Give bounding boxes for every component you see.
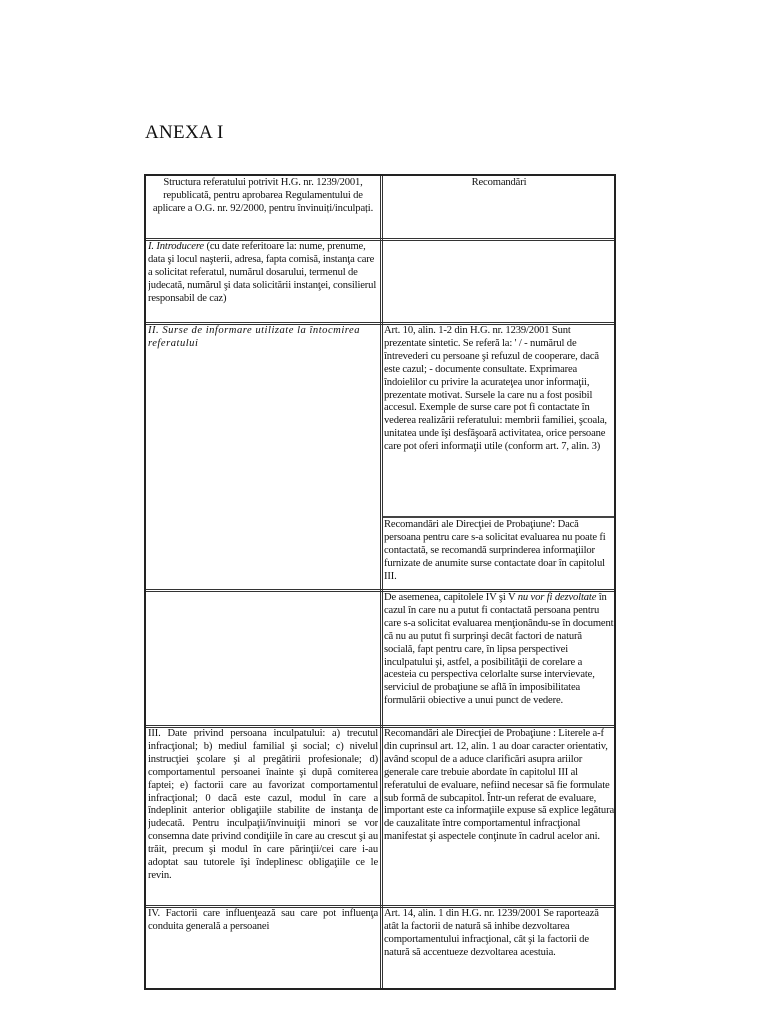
surse-recommendation-text: Art. 10, alin. 1-2 din H.G. nr. 1239/2001 Sunt prezentate sintetic. Se referă la: ' / - numărul de întrevederi cu persoane şi refuzul de cooperare, dacă este cazul; - documente consultate. Exprimarea îndoielilor cu privire la acurateţea unor informaţii, prezentate motivat. Sursele la care nu a fost posibil accesul. Exemple de surse care pot fi contactate în vederea realizării referatului: membrii familiei, şcoala, unitatea unde îşi desfăşoară activitatea, orice persoane care pot oferi informaţii utile (conform art. 7, alin. 3) bbox=[384, 325, 607, 453]
section-date-persoana-cell bbox=[148, 728, 378, 904]
chapters-note-pre: De asemenea, capitolele IV şi V bbox=[384, 592, 518, 603]
date-persoana-recommendation-text: Recomandări ale Direcţiei de Probaţiune : Literele a-f din cuprinsul art. 12, alin. 1 au doar caracter orientativ, având scopul de a aduce clarificări asupra ariilor generale care trebuie abordate în capitolul III al referatului de evaluare, nefiind necesar să fie formulate sub formă de subcapitol. Într-un referat de evaluare, important este ca informaţiile expuse să explice legătura de cauzalitate între comportamentul infracţional manifestat şi aspectele conţinute în cadrul acelor ani. bbox=[384, 728, 614, 843]
empty-left-cell bbox=[148, 592, 378, 724]
section-date-persoana-text: III. Date privind persoana inculpatului: a) trecutul infracţional; b) mediul familial şi social; c) nivelul instrucţiei şcolare şi al pregătirii profesionale; d) comportamentul persoanei înainte şi după comiterea faptei; e) factorii care au favorizat comportamentul infracţional; 0 dacă este cazul, modul în care a îndeplinit anterior obligaţiile stabilite de instanţa de judecată. Pentru inculpaţii/învinuiţii minori se vor consemna date privind condiţiile în care au crescut şi au trăit, precum şi modul în care părinţii/cei care i-au adoptat sau tutorele îşi îndeplinesc obligaţiile ce le revin. bbox=[148, 728, 378, 881]
factori-recommendation-cell bbox=[384, 908, 614, 988]
section-introducere-title: I. Introducere bbox=[148, 241, 204, 252]
annex-title: ANEXA I bbox=[145, 122, 224, 143]
header-structure-text: Structura referatului potrivit H.G. nr. 1239/2001, republicată, pentru aprobarea Regulamentului de aplicare a O.G. nr. 92/2000, pentru învinuiți/inculpați. bbox=[152, 177, 374, 214]
section-surse-title: II. Surse de informare utilizate la întocmirea referatului bbox=[148, 325, 360, 349]
section-introducere-text: (cu date referitoare la: nume, prenume, data şi locul naşterii, adresa, fapta comisă, instanţa care a solicitat referatul, numărul dosarului, termenul de judecată, numărul şi data solicitării instanţei, consilierul responsabil de caz) bbox=[148, 241, 377, 304]
chapters-note-post: în cazul în care nu a putut fi contactată persoana pentru care s-a solicitat evaluarea menţionându-se în document că nu au putut fi surprinşi decât factori de natură socială, fapt pentru care, în lipsa perspectivei inculpatului şi, astfel, a posibilităţii de corelare a acesteia cu perspectiva celorlalte surse intervievate, serviciul de probaţiune se află în imposibilitatea formulării obiective a unui punct de vedere. bbox=[384, 592, 614, 707]
introducere-recommendation-cell bbox=[384, 241, 614, 321]
section-factori-cell bbox=[148, 908, 378, 988]
header-structure-cell bbox=[148, 177, 378, 237]
date-persoana-recommendation-cell bbox=[384, 728, 614, 904]
header-recommendations-cell bbox=[384, 177, 614, 237]
chapters-note-italic: nu vor fi dezvoltate bbox=[517, 592, 597, 603]
annex-table bbox=[144, 174, 616, 990]
chapters-note-cell bbox=[384, 592, 614, 724]
section-surse-cell bbox=[148, 325, 378, 587]
surse-probation-cell bbox=[384, 519, 614, 588]
column-divider bbox=[380, 176, 383, 988]
section-introducere-cell bbox=[148, 241, 378, 321]
row-divider bbox=[383, 516, 614, 518]
header-recommendations-text: Recomandări bbox=[471, 177, 527, 188]
surse-recommendation-cell bbox=[384, 325, 614, 515]
surse-probation-text: Recomandări ale Direcţiei de Probaţiune': Dacă persoana pentru care s-a solicitat evaluarea nu poate fi contactată, se recomandă surprinderea informaţiilor furnizate de anumite surse contactate doar în capitolul III. bbox=[384, 519, 606, 582]
section-factori-text: IV. Factorii care influenţează sau care pot influenţa conduita generală a persoanei bbox=[148, 908, 378, 932]
factori-recommendation-text: Art. 14, alin. 1 din H.G. nr. 1239/2001 Se raportează atât la factorii de natură să inhibe dezvoltarea comportamentului infracţional, cât şi la factorii de natură să accentueze dezvoltarea acestuia. bbox=[384, 908, 599, 958]
